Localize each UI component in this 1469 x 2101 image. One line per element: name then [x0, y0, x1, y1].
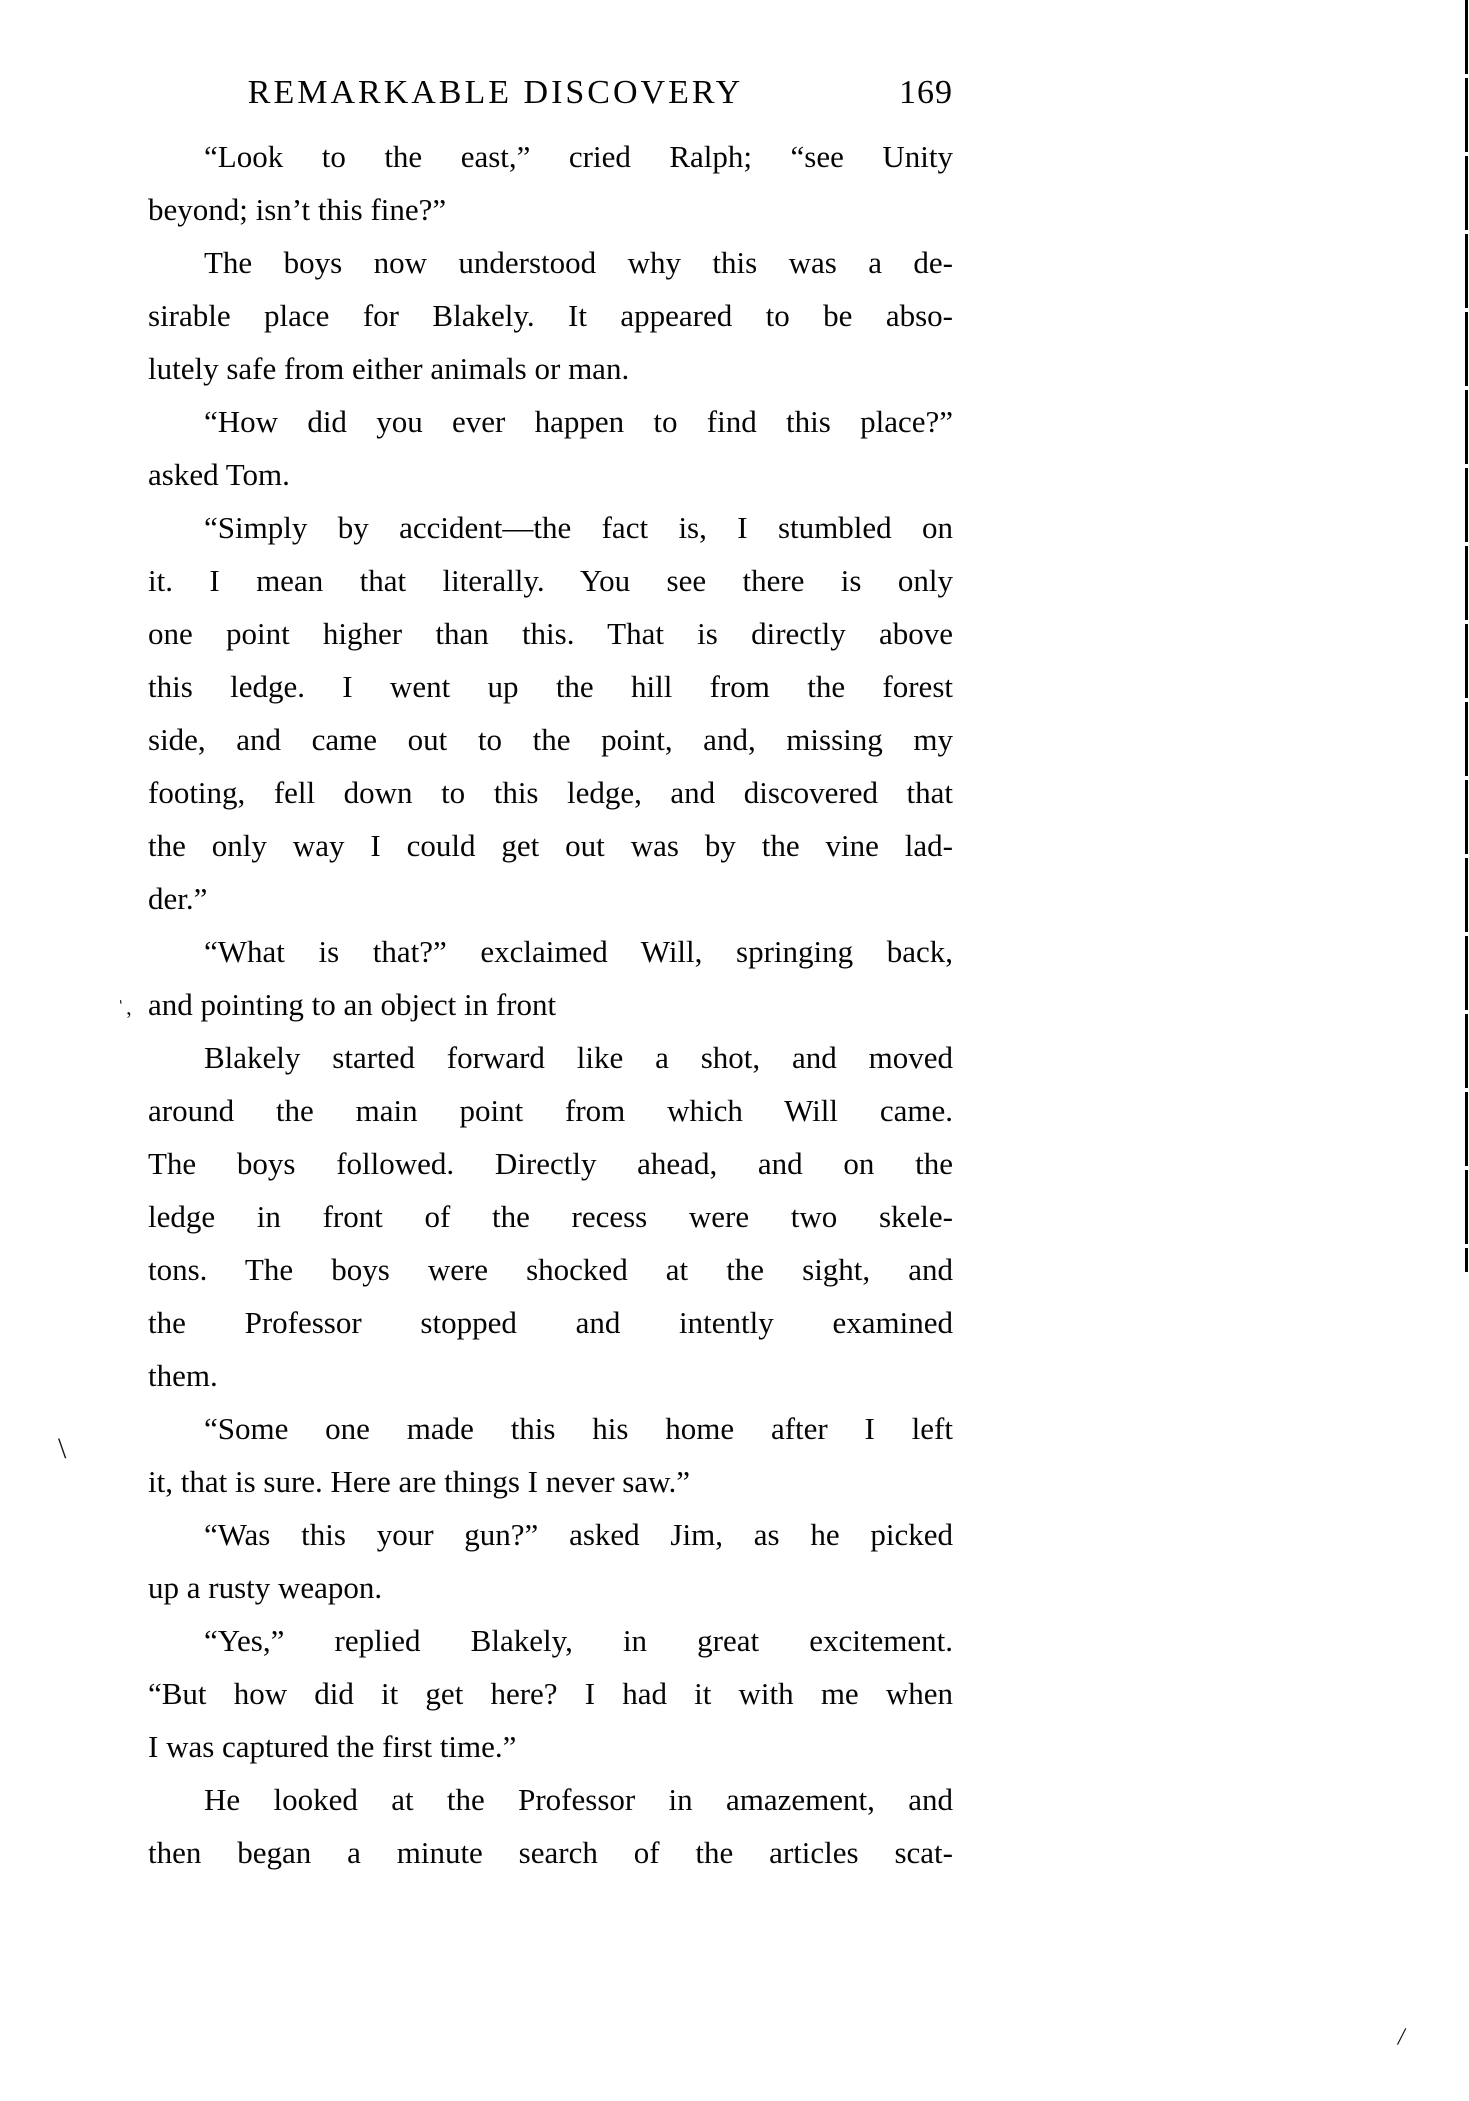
text-line: “Was this your gun?” asked Jim, as he picked [204, 1517, 953, 1552]
text-line: The boys followed. Directly ahead, and on the [148, 1146, 953, 1181]
text-line: footing, fell down to this ledge, and discovered that [148, 775, 953, 810]
text-line: ledge in front of the recess were two skele- [148, 1199, 953, 1234]
text-line: and pointing to an object in front [148, 987, 557, 1022]
text-line: up a rusty weapon. [148, 1570, 383, 1605]
text-line: “Some one made this his home after I left [204, 1411, 953, 1446]
text-line: “Simply by accident—the fact is, I stumbled on [204, 510, 953, 545]
text-line: The boys now understood why this was a de- [204, 245, 953, 280]
page-number: 169 [899, 74, 953, 111]
text-line: “Look to the east,” cried Ralph; “see Unity [204, 139, 953, 174]
text-line: tons. The boys were shocked at the sight, and [148, 1252, 953, 1287]
page-header [148, 74, 953, 120]
scan-speckles [0, 0, 2, 2]
stray-scan-mark: \ [58, 1432, 67, 1465]
text-line: around the main point from which Will came. [148, 1093, 953, 1128]
running-head-title: REMARKABLE DISCOVERY [247, 74, 744, 111]
text-line: lutely safe from either animals or man. [148, 351, 630, 386]
stray-scan-mark: / [1396, 2021, 1408, 2052]
text-line: beyond; isn’t this fine?” [148, 192, 447, 227]
text-line: Blakely started forward like a shot, and moved [204, 1040, 953, 1075]
text-line: “But how did it get here? I had it with me when [148, 1676, 953, 1711]
text-line: sirable place for Blakely. It appeared to be abso- [148, 298, 953, 333]
stray-scan-mark: ˈ, [116, 994, 133, 1021]
scan-edge-rule [1465, 0, 1468, 1272]
text-line: them. [148, 1358, 218, 1393]
text-line: He looked at the Professor in amazement, and [204, 1782, 953, 1817]
text-line: der.” [148, 881, 208, 916]
text-line: one point higher than this. That is directly above [148, 616, 953, 651]
text-line: then began a minute search of the articles scat- [148, 1835, 953, 1870]
page-text [148, 130, 953, 1879]
text-line: side, and came out to the point, and, missing my [148, 722, 953, 757]
text-line: this ledge. I went up the hill from the forest [148, 669, 953, 704]
text-line: “What is that?” exclaimed Will, springing back, [204, 934, 953, 969]
text-line: the only way I could get out was by the vine lad- [148, 828, 953, 863]
text-line: I was captured the first time.” [148, 1729, 517, 1764]
text-line: “Yes,” replied Blakely, in great excitement. [204, 1623, 953, 1658]
text-line: it, that is sure. Here are things I never saw.” [148, 1464, 691, 1499]
text-line: “How did you ever happen to find this place?” [204, 404, 953, 439]
text-line: the Professor stopped and intently examined [148, 1305, 953, 1340]
text-line: asked Tom. [148, 457, 290, 492]
text-line: it. I mean that literally. You see there is only [148, 563, 953, 598]
